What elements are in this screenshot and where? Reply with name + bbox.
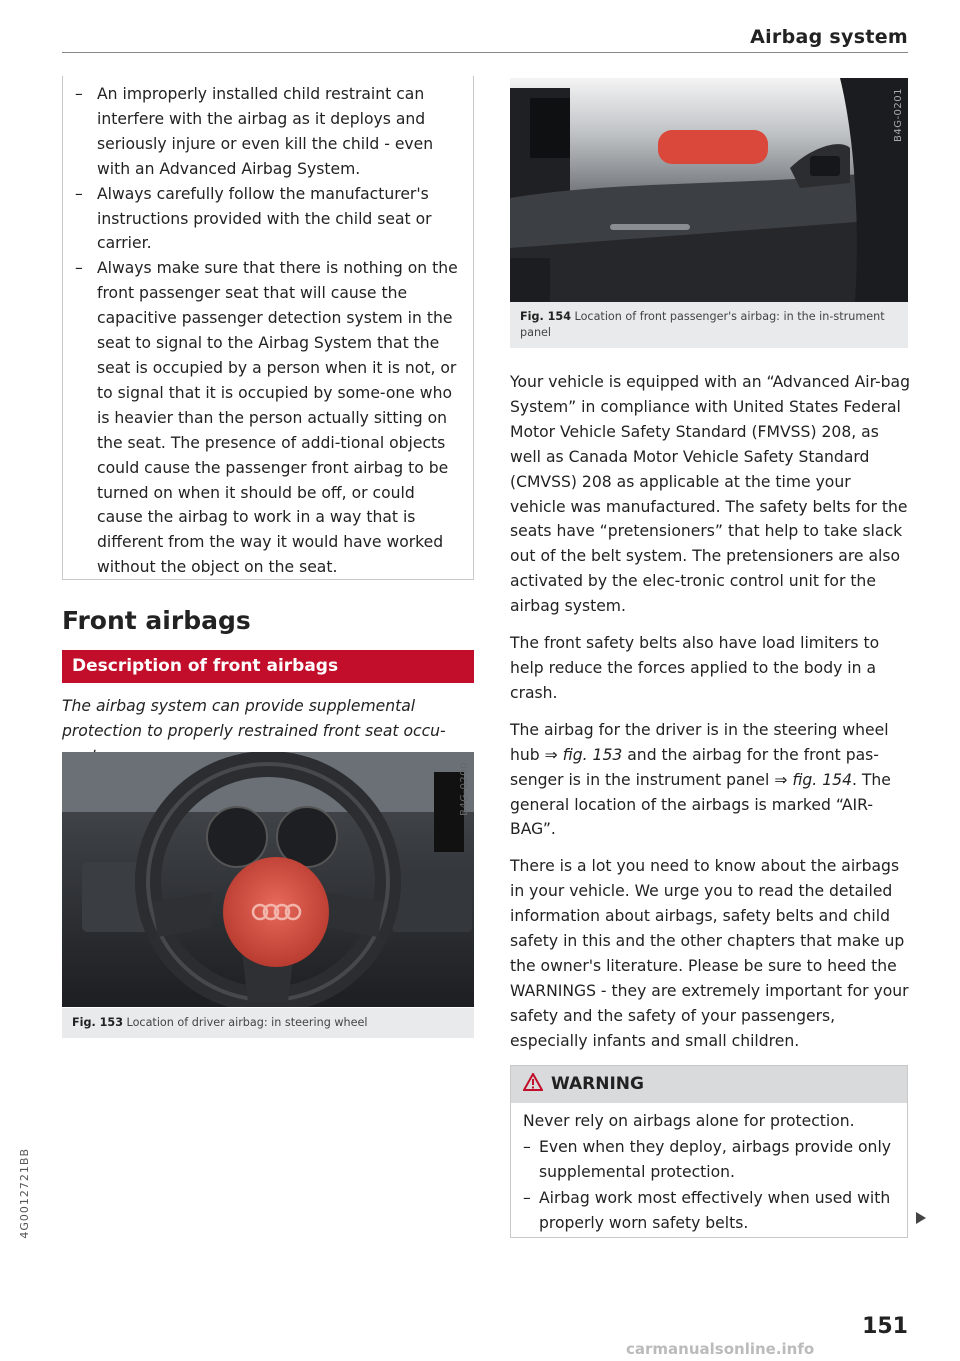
paragraph-3 (510, 718, 910, 843)
bullet-dash: – (523, 1137, 531, 1156)
bullet-dash: – (523, 1188, 531, 1207)
warning-lead: Never rely on airbags alone for protection. (523, 1112, 855, 1130)
body-text (510, 370, 910, 1066)
list-item-text: Even when they deploy, airbags provide only supplemental protection. (539, 1137, 892, 1181)
figure-154-caption-text: Location of front passenger's airbag: in the in-strument panel (520, 310, 885, 339)
watermark: carmanualsonline.info (626, 1340, 815, 1358)
bullet-dash: – (75, 184, 83, 203)
header-divider (62, 52, 908, 53)
bullet-dash: – (75, 259, 83, 278)
figure-154-caption (510, 302, 908, 348)
warning-list (523, 1135, 895, 1237)
figure-153-code: B4G-0200 (459, 762, 470, 817)
page-header-title: Airbag system (750, 26, 908, 48)
child-restraint-warning-box (62, 76, 474, 580)
figure-153-caption-text: Location of driver airbag: in steering wheel (126, 1016, 368, 1029)
warning-body (511, 1103, 907, 1237)
list-item (75, 256, 463, 580)
list-item (523, 1186, 895, 1237)
figure-153-label: Fig. 153 (72, 1016, 123, 1029)
paragraph-3-text: and the airbag for the front pas-senger is in the instrument panel (510, 745, 879, 789)
subsection-title-bar: Description of front airbags (62, 650, 474, 683)
figure-154-label: Fig. 154 (520, 310, 571, 323)
figure-154-image (510, 78, 908, 302)
warning-title: WARNING (551, 1074, 644, 1094)
paragraph-1: Your vehicle is equipped with an “Advanced Air-bag System” in compliance with United States Federal Motor Vehicle Safety Standard (FMVSS) 208, as well as Canada Motor Vehicle Safety Standard (CMVSS) 208 as applicable at the time your vehicle was manufactured. The safety belts for the seats have “pretensioners” that help to take slack out of the belt system. The pretensioners are also activated by the elec-tronic control unit for the airbag system. (510, 373, 910, 616)
bullet-dash: – (75, 85, 83, 103)
figure-154-code: B4G-0201 (893, 88, 904, 143)
continue-arrow-icon (916, 1212, 926, 1224)
steering-wheel-illustration (62, 752, 474, 1007)
figure-153-image (62, 752, 474, 1007)
dashboard-illustration (510, 78, 908, 302)
section-intro: The airbag system can provide supplemental protection to properly restrained front seat occu- (62, 697, 446, 740)
warning-header (511, 1066, 907, 1103)
paragraph-3-text: The airbag for the driver is in the steering wheel hub (510, 720, 889, 764)
list-item (523, 1135, 895, 1186)
paragraph-2: The front safety belts also have load limiters to help reduce the forces applied to the body in a crash. (510, 634, 880, 702)
document-code: 4G0012721BB (18, 1148, 31, 1239)
list-item-text: Airbag work most effectively when used with properly worn safety belts. (539, 1188, 891, 1232)
list-item-text: Always make sure that there is nothing on the front passenger seat that will cause the capacitive passenger detection system in the seat to signal to the Airbag System that the seat is occupied by a person when it is not, or to signal that it is occupied by some-one who is heavier than the person actually sitting on the seat. The presence of addi-tional objects could cause the passenger front airbag to be turned on when it should be off, or could cause the airbag to work in a way that is different from the way it would have worked without the object on the seat. (97, 259, 458, 577)
warning-box (510, 1065, 908, 1238)
warning-triangle-icon (523, 1073, 543, 1091)
paragraph-4: There is a lot you need to know about the airbags in your vehicle. We urge you to read the detailed information about airbags, safety belts and child safety in this and the other chapters that make up the owner's literature. Please be sure to heed the WARNINGS - they are extremely important for your safety and the safety of your passengers, especially infants and small children. (510, 857, 909, 1050)
list-item (75, 82, 463, 182)
fig-153-link[interactable]: ⇒ fig. 153 (544, 745, 623, 764)
list-item-text: An improperly installed child restraint can interfere with the airbag as it deploys and seriously injure or even kill the child - even with an Advanced Airbag System. (97, 85, 434, 178)
paragraph-3-text: . The general location of the airbags is marked “AIR-BAG”. (510, 770, 891, 839)
list-item-text: Always carefully follow the manufacturer's instructions provided with the child seat or carrier. (97, 184, 432, 253)
section-title: Front airbags (62, 606, 251, 635)
figure-153-caption (62, 1008, 474, 1038)
list-item (75, 182, 463, 257)
fig-154-link[interactable]: ⇒ fig. 154 (774, 770, 852, 789)
page-number: 151 (862, 1314, 908, 1339)
child-warning-list (75, 82, 463, 580)
